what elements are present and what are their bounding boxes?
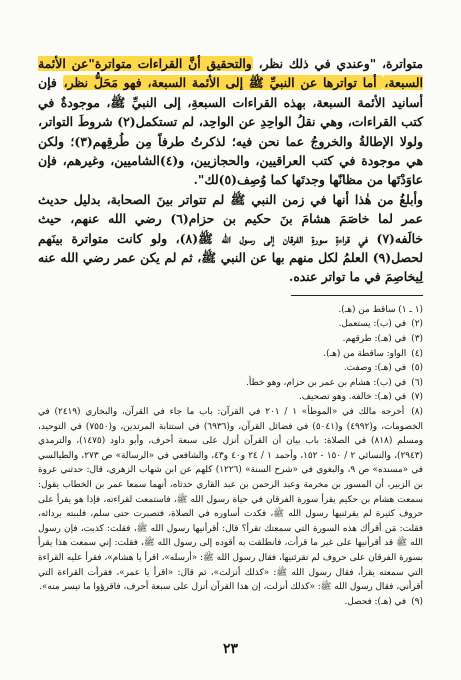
footnote-text: ساقط من (هـ).	[338, 304, 396, 315]
footnote-item	[38, 595, 423, 610]
footnotes	[38, 303, 423, 609]
page-number: ٢٣	[222, 641, 239, 657]
footnote-item	[38, 376, 423, 391]
paragraph-1-quote-start: "وعندي في ذلك نظر،	[252, 56, 377, 71]
footnote-number: (٩)	[411, 596, 423, 607]
highlighted-sentence-2[interactable]: أما تواترها عن النبيِّ ﷺ إلى الأئمة السبعة، فهو مَحَلُّ نظر،	[63, 75, 383, 91]
footnote-text: في (ب): يستعمل.	[338, 319, 407, 330]
footnote-text: في (هـ): طرقهم.	[342, 334, 407, 345]
footnote-item	[38, 361, 423, 376]
footnote-text: في (ب): هشام بن عمر بن حزام، وهو خطأ.	[246, 377, 407, 388]
footnote-item	[38, 347, 423, 362]
footnote-text: في (هـ): فحصل.	[344, 596, 407, 607]
footnote-divider	[291, 295, 423, 296]
footnote-number: (٤)	[411, 348, 423, 359]
footnote-item	[38, 405, 423, 595]
footnote-item	[38, 317, 423, 332]
paragraph-1-rest: فإن أسانيد الأئمة السبعة، بهذه القراءات السبعةِ، إلى النبيِّ ﷺ، موجودةٌ في كتب القراءات، وهي نقلُ الواحِدِ عن الواحِد، لم تستكمل(٢) شروطَ التواتر، ولولا الإطالةُ والخروجُ عما نحن فيه؛ لذكرتُ طرفاً مِن طُرقِهم(٣)؛ ولكن هي موجودة في كتب العراقيين، والحجازيين، و(٤)الشاميين، وغيرهم، فإن عاوَدْتَها من مظانّها وجدتَها كما وُصِف(٥)لك".	[38, 75, 423, 188]
main-text	[38, 54, 423, 287]
footnote-text: أخرجه مالك في «الموطأ» ١ / ٢٠١ في القرآن: باب ما جاء في القرآن، والبخاري (٢٤١٩) في الخصومات، و(٤٩٩٢) و(٥٠٤١) في فضائل القرآن، و(٦٩٣٦) في استتابة المرتدين، و(٧٥٥٠) في التوحيد، ومسلم (٨١٨) في الصلاة: باب بيان أن القرآن أنزل على سبعة أحرف، وأبو داود (١٤٧٥)، والترمذي (٢٩٤٣)، والنسائي ٢ / ١٥٠ - ١٥٢، وأحمد ١ / ٢٤ و٤٠ و٤٣، والشافعي في «الرسالة» ص ٢٧٣، والطيالسي في «مسنده» ص ٩، والبغوي في «شرح السنة» (١٢٢٦) كلهم عن ابن شهاب الزهري، قال: حدثني عروة بن الزبير، أن المسور بن مخرمة وعبد الرحمن بن عبد القاري حدثاه، أنهما سمعا عمر بن الخطاب يقول: سمعت هشام بن حكيم يقرأ سورة الفرقان في حياة رسول الله ﷺ، فاستمعت لقراءته، فإذا هو يقرأ على حروف كثيرة لم يقرئنيها رسول الله ﷺ، فكدت أساوره في الصلاة، فتصبرت حتى سلم، فلببته بردائه، فقلت: مَن أقرأك هذه السورة التي سمعتك تقرأ؟ قال: أقرأنيها رسول الله ﷺ، فقلت: كذبت، فإن رسول الله ﷺ قد أقرأنيها على غير ما قرأت، فانطلقت به أقوده إلى رسول الله ﷺ، فقلت: إني سمعت هذا يقرأ بسورة الفرقان على حروف لم تقرئنيها، فقال رسول الله ﷺ: «أرسله»، اقرأ يا هشام»، فقرأ عليه القراءة التي سمعته يقرأ، فقال رسول الله ﷺ: «كذلك أنزلت»، ثم قال: «اقرأ يا عمر»، فقرأت القراءة التي أقرأني، فقال رسول الله ﷺ: «كذلك أنزلت، إن هذا القرآن أنزل على سبعة أحرف، فاقرؤوا ما تيسر منه».	[38, 407, 424, 593]
footnote-item	[38, 390, 423, 405]
footnote-text: في (هـ): وصفت.	[343, 363, 407, 374]
paragraph-1	[38, 54, 423, 190]
footnote-number: (٨)	[411, 407, 423, 418]
footnote-number: (٥)	[411, 363, 423, 374]
footnote-number: (٢)	[411, 319, 423, 330]
footnote-number: (٣)	[411, 334, 423, 345]
footnote-text: الواو: ساقطة من (هـ).	[323, 348, 407, 359]
paragraph-1-start: متواترة،	[376, 56, 424, 71]
footnote-number: (٦)	[411, 377, 423, 388]
footnote-item	[38, 303, 423, 318]
footnote-number: (١ ـ ١)	[398, 304, 423, 315]
footnote-item	[38, 332, 423, 347]
footnote-number: (٧)	[411, 392, 423, 403]
paragraph-2: وأبلغُ من هٰذا أنها في زمن النبي ﷺ لم تتواتر بينَ الصحابة، بدليل حديث عمر لما خاصَمَ هشامَ بنَ حكيم بن حزام(٦) رضي الله عنهم، حيث خالَفه(٧) في قراءةِ سورةِ الفرقان إلى رسول الله ﷺ(٨)، ولو كانت متواترة بينَهم لحصل(٩) العلمُ لكل منهم بها عن النبي ﷺ، ثم لم يكن عمر رضي الله عنه لِيخاصِمَ في ما تواتر عنده.	[38, 191, 423, 285]
footnote-text: في (هـ): خالفه. وهو تصحيف.	[298, 392, 407, 403]
highlighted-sentence-1[interactable]: والتحقيق أنَّ القراءات متواترة"عن الأئمة السبعة،	[38, 56, 423, 91]
